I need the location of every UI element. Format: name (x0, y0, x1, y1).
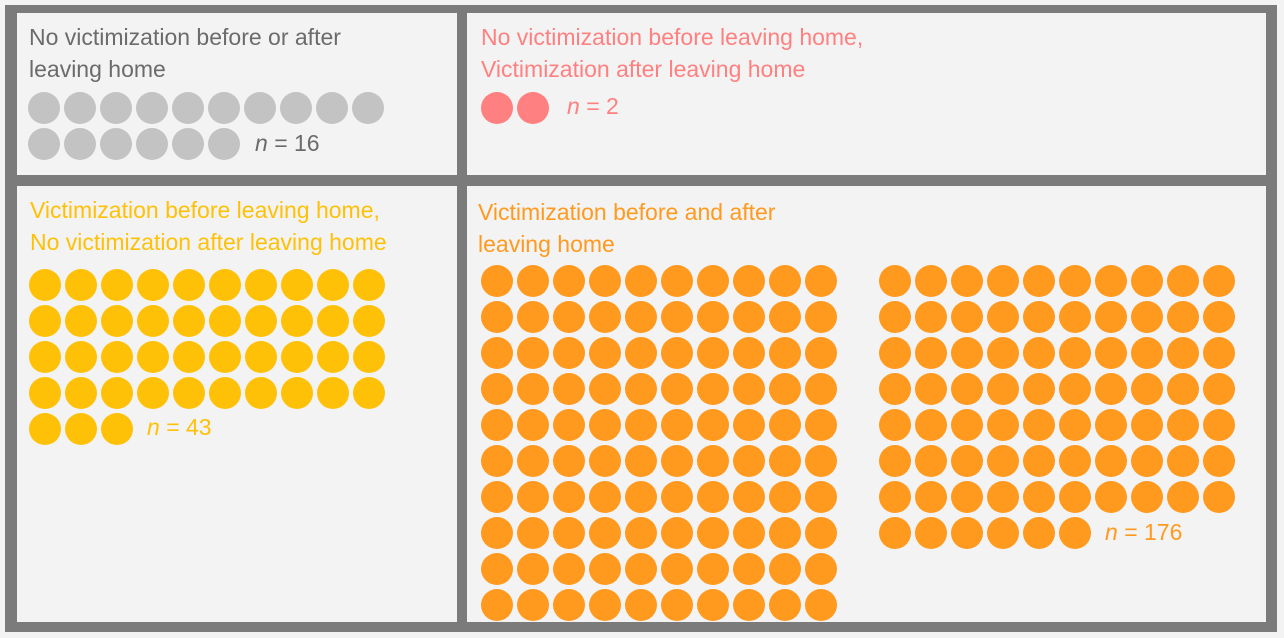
person-dot (1167, 337, 1199, 369)
person-dot (517, 517, 549, 549)
person-dot (625, 481, 657, 513)
person-dot (29, 305, 61, 337)
panel-title (478, 196, 775, 260)
person-dot (589, 337, 621, 369)
person-dot (173, 269, 205, 301)
person-dot (1023, 265, 1055, 297)
person-dot (733, 481, 765, 513)
person-dot (1095, 481, 1127, 513)
person-dot (697, 445, 729, 477)
person-dot (951, 409, 983, 441)
person-dot (733, 589, 765, 621)
person-dot (481, 409, 513, 441)
person-dot (481, 445, 513, 477)
person-dot (1203, 265, 1235, 297)
person-dot (517, 553, 549, 585)
person-dot (517, 373, 549, 405)
count-label (147, 411, 212, 443)
person-dot (1131, 373, 1163, 405)
person-dot (101, 341, 133, 373)
person-dot (1131, 265, 1163, 297)
person-dot (29, 341, 61, 373)
person-dot (1023, 337, 1055, 369)
person-dot (769, 481, 801, 513)
person-dot (589, 445, 621, 477)
person-dot (481, 92, 513, 124)
person-dot (625, 517, 657, 549)
person-dot (481, 265, 513, 297)
person-dot (769, 589, 801, 621)
panel-title (29, 21, 341, 85)
person-dot (987, 517, 1019, 549)
panel-before-only (17, 186, 457, 622)
person-dot (625, 301, 657, 333)
person-dot (625, 337, 657, 369)
person-dot (1167, 409, 1199, 441)
person-dot (697, 373, 729, 405)
person-dot (625, 409, 657, 441)
person-dot (64, 92, 96, 124)
person-dot (208, 92, 240, 124)
person-dot (879, 337, 911, 369)
person-dot (517, 301, 549, 333)
person-dot (517, 265, 549, 297)
title-line: Victimization before and after (478, 199, 776, 225)
count-n-symbol: n (567, 93, 580, 119)
person-dot (209, 269, 241, 301)
person-dot (915, 481, 947, 513)
person-dot (769, 553, 801, 585)
person-dot (1095, 373, 1127, 405)
person-dot (589, 265, 621, 297)
person-dot (661, 337, 693, 369)
person-dot (733, 337, 765, 369)
person-dot (697, 517, 729, 549)
person-dot (1203, 445, 1235, 477)
person-dot (553, 481, 585, 513)
count-label (1105, 516, 1182, 548)
person-dot (987, 301, 1019, 333)
person-dot (769, 301, 801, 333)
person-dot (915, 373, 947, 405)
person-dot (805, 373, 837, 405)
person-dot (245, 305, 277, 337)
title-line: No victimization after leaving home (30, 229, 387, 255)
person-dot (805, 517, 837, 549)
person-dot (697, 553, 729, 585)
person-dot (879, 517, 911, 549)
person-dot (697, 589, 729, 621)
person-dot (805, 265, 837, 297)
person-dot (1167, 445, 1199, 477)
person-dot (1059, 265, 1091, 297)
person-dot (209, 377, 241, 409)
person-dot (987, 265, 1019, 297)
person-dot (733, 553, 765, 585)
person-dot (65, 341, 97, 373)
person-dot (553, 589, 585, 621)
person-dot (805, 409, 837, 441)
person-dot (915, 517, 947, 549)
person-dot (481, 589, 513, 621)
person-dot (661, 553, 693, 585)
person-dot (136, 128, 168, 160)
person-dot (987, 409, 1019, 441)
person-dot (137, 305, 169, 337)
person-dot (1167, 373, 1199, 405)
person-dot (1203, 337, 1235, 369)
person-dot (733, 301, 765, 333)
person-dot (1059, 373, 1091, 405)
person-dot (1131, 481, 1163, 513)
person-dot (244, 92, 276, 124)
person-dot (951, 265, 983, 297)
person-dot (769, 409, 801, 441)
person-dot (1023, 445, 1055, 477)
person-dot (65, 269, 97, 301)
person-dot (733, 409, 765, 441)
count-value: = 43 (166, 414, 212, 440)
panel-no-victimization (17, 13, 457, 175)
person-dot (1167, 265, 1199, 297)
person-dot (915, 409, 947, 441)
person-dot (951, 337, 983, 369)
person-dot (553, 409, 585, 441)
person-dot (1059, 301, 1091, 333)
person-dot (137, 269, 169, 301)
person-dot (915, 337, 947, 369)
person-dot (245, 269, 277, 301)
person-dot (589, 589, 621, 621)
person-dot (1203, 409, 1235, 441)
person-dot (661, 517, 693, 549)
person-dot (589, 553, 621, 585)
person-dot (209, 305, 241, 337)
person-dot (805, 589, 837, 621)
person-dot (29, 377, 61, 409)
person-dot (1023, 481, 1055, 513)
person-dot (1059, 517, 1091, 549)
person-dot (281, 377, 313, 409)
person-dot (1167, 481, 1199, 513)
person-dot (697, 337, 729, 369)
person-dot (915, 301, 947, 333)
panel-title (30, 194, 387, 258)
title-line: No victimization before or after (29, 24, 341, 50)
person-dot (517, 445, 549, 477)
person-dot (173, 341, 205, 373)
person-dot (281, 341, 313, 373)
person-dot (208, 128, 240, 160)
count-n-symbol: n (1105, 519, 1118, 545)
person-dot (1131, 445, 1163, 477)
person-dot (589, 301, 621, 333)
person-dot (769, 517, 801, 549)
person-dot (317, 305, 349, 337)
person-dot (589, 517, 621, 549)
person-dot (353, 269, 385, 301)
person-dot (101, 413, 133, 445)
person-dot (805, 445, 837, 477)
person-dot (553, 265, 585, 297)
person-dot (625, 373, 657, 405)
person-dot (625, 445, 657, 477)
title-line: leaving home (29, 56, 166, 82)
person-dot (661, 301, 693, 333)
person-dot (352, 92, 384, 124)
person-dot (625, 265, 657, 297)
person-dot (661, 409, 693, 441)
person-dot (65, 413, 97, 445)
count-n-symbol: n (147, 414, 160, 440)
person-dot (915, 445, 947, 477)
person-dot (1023, 373, 1055, 405)
person-dot (517, 337, 549, 369)
person-dot (100, 128, 132, 160)
person-dot (879, 409, 911, 441)
person-dot (481, 337, 513, 369)
person-dot (951, 445, 983, 477)
person-dot (733, 445, 765, 477)
person-dot (879, 265, 911, 297)
person-dot (65, 305, 97, 337)
person-dot (481, 481, 513, 513)
person-dot (1095, 301, 1127, 333)
person-dot (661, 445, 693, 477)
person-dot (209, 341, 241, 373)
person-dot (101, 305, 133, 337)
person-dot (625, 553, 657, 585)
person-dot (1095, 445, 1127, 477)
person-dot (987, 373, 1019, 405)
person-dot (29, 413, 61, 445)
person-dot (1023, 517, 1055, 549)
person-dot (661, 373, 693, 405)
person-dot (805, 337, 837, 369)
person-dot (553, 373, 585, 405)
person-dot (987, 337, 1019, 369)
person-dot (805, 301, 837, 333)
person-dot (951, 301, 983, 333)
person-dot (137, 377, 169, 409)
person-dot (517, 92, 549, 124)
person-dot (136, 92, 168, 124)
person-dot (172, 92, 204, 124)
person-dot (589, 409, 621, 441)
person-dot (481, 553, 513, 585)
person-dot (317, 377, 349, 409)
person-dot (951, 373, 983, 405)
person-dot (951, 481, 983, 513)
count-value: = 2 (586, 93, 619, 119)
person-dot (697, 409, 729, 441)
person-dot (879, 373, 911, 405)
person-dot (879, 445, 911, 477)
person-dot (553, 445, 585, 477)
person-dot (697, 481, 729, 513)
person-dot (769, 265, 801, 297)
person-dot (987, 445, 1019, 477)
panel-before-and-after (467, 186, 1266, 622)
person-dot (589, 373, 621, 405)
person-dot (173, 377, 205, 409)
person-dot (481, 301, 513, 333)
person-dot (733, 373, 765, 405)
person-dot (589, 481, 621, 513)
person-dot (915, 265, 947, 297)
person-dot (1131, 301, 1163, 333)
person-dot (697, 301, 729, 333)
person-dot (517, 481, 549, 513)
person-dot (281, 305, 313, 337)
person-dot (101, 269, 133, 301)
person-dot (553, 553, 585, 585)
person-dot (28, 128, 60, 160)
person-dot (1131, 409, 1163, 441)
person-dot (481, 373, 513, 405)
count-value: = 16 (274, 130, 320, 156)
title-line: leaving home (478, 231, 615, 257)
person-dot (951, 517, 983, 549)
person-dot (805, 553, 837, 585)
person-dot (661, 481, 693, 513)
person-dot (1203, 481, 1235, 513)
person-dot (769, 373, 801, 405)
person-dot (1023, 301, 1055, 333)
count-n-symbol: n (255, 130, 268, 156)
person-dot (879, 481, 911, 513)
person-dot (625, 589, 657, 621)
person-dot (353, 341, 385, 373)
person-dot (1203, 301, 1235, 333)
person-dot (64, 128, 96, 160)
person-dot (1095, 337, 1127, 369)
person-dot (245, 341, 277, 373)
person-dot (1167, 301, 1199, 333)
person-dot (281, 269, 313, 301)
person-dot (28, 92, 60, 124)
person-dot (137, 341, 169, 373)
person-dot (879, 301, 911, 333)
person-dot (517, 409, 549, 441)
count-label (255, 127, 320, 159)
person-dot (172, 128, 204, 160)
person-dot (661, 265, 693, 297)
person-dot (805, 481, 837, 513)
person-dot (100, 92, 132, 124)
person-dot (987, 481, 1019, 513)
person-dot (101, 377, 133, 409)
person-dot (353, 377, 385, 409)
title-line: Victimization before leaving home, (30, 197, 380, 223)
title-line: Victimization after leaving home (481, 56, 806, 82)
person-dot (316, 92, 348, 124)
person-dot (317, 341, 349, 373)
title-line: No victimization before leaving home, (481, 24, 864, 50)
person-dot (553, 517, 585, 549)
person-dot (65, 377, 97, 409)
figure-frame (5, 5, 1277, 632)
person-dot (317, 269, 349, 301)
person-dot (733, 265, 765, 297)
person-dot (280, 92, 312, 124)
person-dot (1059, 481, 1091, 513)
person-dot (1059, 409, 1091, 441)
panel-after-only (467, 13, 1266, 175)
person-dot (769, 337, 801, 369)
person-dot (245, 377, 277, 409)
panel-title (481, 21, 863, 85)
person-dot (1095, 409, 1127, 441)
person-dot (1131, 337, 1163, 369)
count-value: = 176 (1124, 519, 1183, 545)
person-dot (517, 589, 549, 621)
person-dot (553, 301, 585, 333)
person-dot (661, 589, 693, 621)
person-dot (1059, 445, 1091, 477)
person-dot (353, 305, 385, 337)
person-dot (1023, 409, 1055, 441)
person-dot (697, 265, 729, 297)
person-dot (173, 305, 205, 337)
person-dot (1059, 337, 1091, 369)
person-dot (29, 269, 61, 301)
person-dot (733, 517, 765, 549)
person-dot (1095, 265, 1127, 297)
person-dot (769, 445, 801, 477)
person-dot (1203, 373, 1235, 405)
count-label (567, 90, 619, 122)
person-dot (553, 337, 585, 369)
person-dot (481, 517, 513, 549)
